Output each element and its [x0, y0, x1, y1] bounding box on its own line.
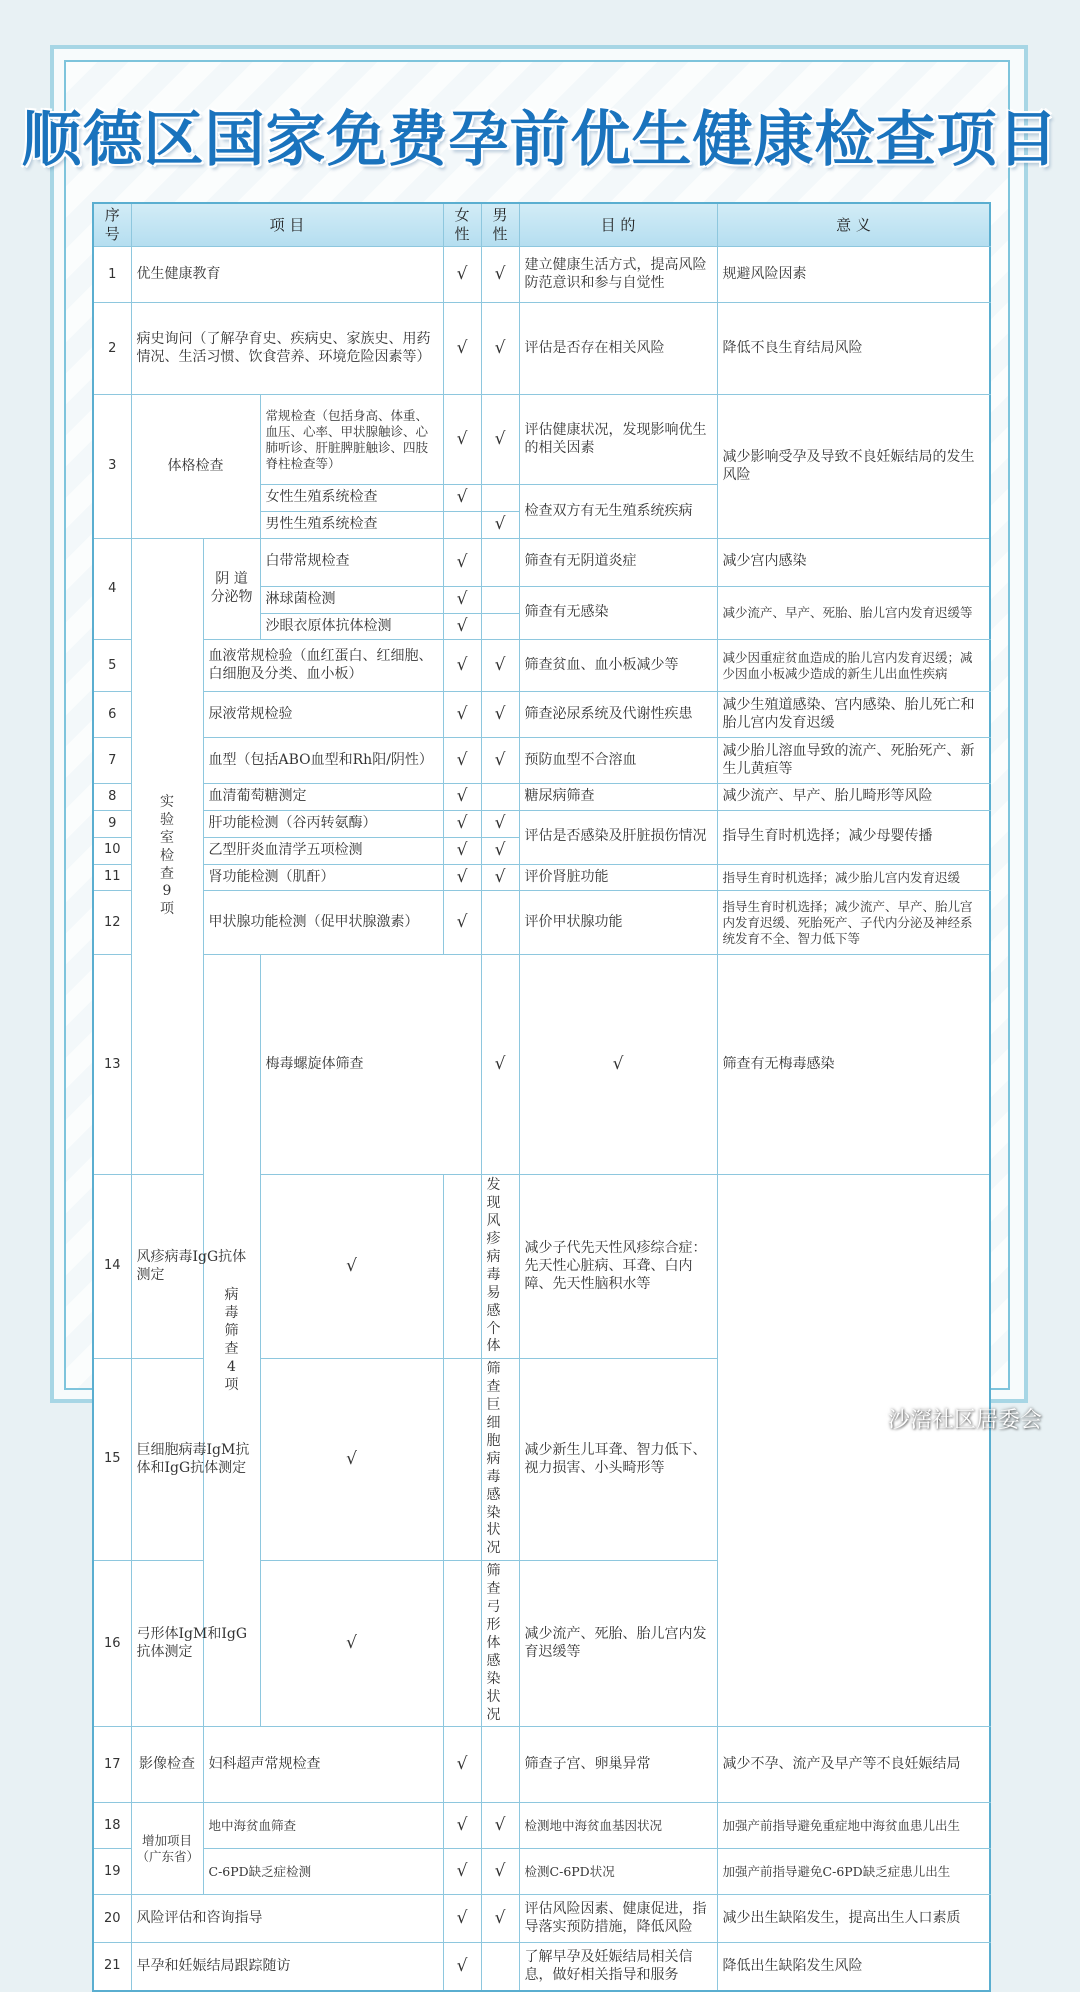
- male-check: √: [481, 512, 519, 539]
- row-purpose: 检测地中海贫血基因状况: [519, 1803, 717, 1849]
- female-check: √: [443, 247, 481, 303]
- row-item: 血型（包括ABO血型和Rh阳/阴性）: [203, 738, 443, 784]
- row-number: 14: [93, 1175, 131, 1359]
- row-number: 1: [93, 247, 131, 303]
- male-check-empty: [481, 891, 519, 955]
- row-number: 18: [93, 1803, 131, 1849]
- row-meaning: 指导生育时机选择；减少母婴传播: [717, 811, 990, 865]
- group-physical: 体格检查: [131, 395, 260, 539]
- table-row: [93, 784, 990, 811]
- male-check: √: [481, 1803, 519, 1849]
- row-item: 血清葡萄糖测定: [203, 784, 443, 811]
- row-meaning: 指导生育时机选择；减少流产、早产、胎儿宫内发育迟缓、死胎死产、子代内分泌及神经系统发育不全、智力低下等: [717, 891, 990, 955]
- table-row: [93, 538, 990, 586]
- table-row: [93, 864, 990, 891]
- exam-table: [92, 202, 991, 1992]
- female-check: √: [443, 1849, 481, 1895]
- male-check: √: [481, 247, 519, 303]
- group-lab-char: 实: [160, 793, 174, 810]
- male-check-empty: [481, 1943, 519, 1991]
- wechat-icon: [850, 1407, 880, 1429]
- female-check: √: [443, 1895, 481, 1943]
- male-check: √: [481, 640, 519, 692]
- row-meaning: 降低不良生育结局风险: [717, 303, 990, 395]
- row-number: 20: [93, 1895, 131, 1943]
- row-meaning: 减少流产、死胎、胎儿宫内发育迟缓等: [519, 1561, 717, 1727]
- row-item: 优生健康教育: [131, 247, 443, 303]
- group-virus-char: 毒: [224, 1305, 239, 1322]
- male-check-empty: [443, 1359, 481, 1561]
- row-number: 7: [93, 738, 131, 784]
- female-check: √: [443, 837, 481, 864]
- group-vaginal: 阴 道 分泌物: [203, 538, 260, 640]
- row-meaning: 加强产前指导避免重症地中海贫血患儿出生: [717, 1803, 990, 1849]
- row-meaning: 降低出生缺陷发生风险: [717, 1943, 990, 1991]
- row-purpose: 评价肾脏功能: [519, 864, 717, 891]
- table-row: [93, 1561, 990, 1727]
- row-item: 梅毒螺旋体筛查: [260, 955, 481, 1175]
- row-meaning: 减少胎儿溶血导致的流产、死胎死产、新生儿黄疸等: [717, 738, 990, 784]
- table-row: [93, 738, 990, 784]
- row-item: 巨细胞病毒IgM抗体和IgG抗体测定: [131, 1359, 260, 1561]
- watermark-text: 沙滘社区居委会: [887, 1407, 1042, 1433]
- female-check: √: [443, 613, 481, 640]
- row-purpose: 糖尿病筛查: [519, 784, 717, 811]
- female-check-empty: [443, 512, 481, 539]
- row-meaning: 减少流产、早产、胎儿畸形等风险: [717, 784, 990, 811]
- female-check: √: [443, 640, 481, 692]
- male-check-empty: [443, 1561, 481, 1727]
- female-check: √: [443, 811, 481, 838]
- row-meaning: 减少子代先天性风疹综合症：先天性心脏病、耳聋、白内障、先天性脑积水等: [519, 1175, 717, 1359]
- row-item: 女性生殖系统检查: [260, 485, 443, 512]
- male-check: √: [481, 303, 519, 395]
- male-check-empty: [443, 1175, 481, 1359]
- table-row: [93, 811, 990, 838]
- group-extra: [131, 1803, 203, 1895]
- group-virus-char: 病: [224, 1287, 239, 1304]
- female-check: √: [443, 1943, 481, 1991]
- group-lab-char: 检: [160, 847, 174, 864]
- row-purpose: 筛查有无梅毒感染: [717, 955, 990, 1175]
- male-check-empty: [481, 586, 519, 613]
- row-purpose: 预防血型不合溶血: [519, 738, 717, 784]
- row-purpose: 筛查巨细胞病毒感染状况: [481, 1359, 519, 1561]
- male-check-empty: [481, 784, 519, 811]
- table-row: [93, 247, 990, 303]
- row-item: 血液常规检验（血红蛋白、红细胞、白细胞及分类、血小板）: [203, 640, 443, 692]
- female-check: √: [443, 692, 481, 738]
- group-lab-char: 查: [160, 865, 174, 882]
- header-female: 女性: [443, 203, 481, 247]
- row-item: 病史询问（了解孕育史、疾病史、家族史、用药情况、生活习惯、饮食营养、环境危险因素等）: [131, 303, 443, 395]
- male-check: √: [481, 1895, 519, 1943]
- row-meaning: 减少流产、早产、死胎、胎儿宫内发育迟缓等: [717, 586, 990, 640]
- table-header: [93, 203, 990, 247]
- row-meaning: 规避风险因素: [717, 247, 990, 303]
- row-item: 男性生殖系统检查: [260, 512, 443, 539]
- row-number: 4: [93, 538, 131, 640]
- female-check: √: [481, 955, 519, 1175]
- row-number: 17: [93, 1727, 131, 1803]
- row-meaning: 减少宫内感染: [717, 538, 990, 586]
- row-meaning: 加强产前指导避免C-6PD缺乏症患儿出生: [717, 1849, 990, 1895]
- male-check-empty: [481, 613, 519, 640]
- female-check: √: [443, 891, 481, 955]
- row-item: 白带常规检查: [260, 538, 443, 586]
- row-meaning: 指导生育时机选择；减少胎儿宫内发育迟缓: [717, 864, 990, 891]
- row-purpose: 了解早孕及妊娠结局相关信息，做好相关指导和服务: [519, 1943, 717, 1991]
- row-number: 6: [93, 692, 131, 738]
- row-number: 16: [93, 1561, 131, 1727]
- row-number: 12: [93, 891, 131, 955]
- group-virus-char: 4: [227, 1358, 236, 1375]
- table-row: [93, 692, 990, 738]
- female-check: √: [443, 1727, 481, 1803]
- table-row: [93, 1803, 990, 1849]
- male-check: √: [481, 837, 519, 864]
- female-check: √: [260, 1175, 443, 1359]
- group-extra-sub: （广东省）: [136, 1848, 200, 1864]
- table-row: [93, 1727, 990, 1803]
- female-check: √: [443, 1803, 481, 1849]
- page-title: 顺德区国家免费孕前优生健康检查项目: [21, 105, 1059, 175]
- header-seq: 序号: [93, 203, 131, 247]
- group-imaging: 影像检查: [131, 1727, 203, 1803]
- group-lab-char: 9: [162, 883, 172, 900]
- row-meaning: 减少因重症贫血造成的胎儿宫内发育迟缓；减少因血小板减少造成的新生儿出血性疾病: [717, 640, 990, 692]
- row-number: 5: [93, 640, 131, 692]
- table-row: [93, 1943, 990, 1991]
- row-item: 风险评估和咨询指导: [131, 1895, 443, 1943]
- male-check: √: [481, 1849, 519, 1895]
- row-item: 常规检查（包括身高、体重、血压、心率、甲状腺触诊、心肺听诊、肝脏脾脏触诊、四肢脊柱检查等）: [260, 395, 443, 485]
- table-row: [93, 1849, 990, 1895]
- row-meaning: 减少不孕、流产及早产等不良妊娠结局: [717, 1727, 990, 1803]
- table-row: [93, 955, 990, 1175]
- group-virus-char: 查: [224, 1340, 239, 1357]
- row-number: 21: [93, 1943, 131, 1991]
- row-purpose: 发现风疹病毒易感个体: [481, 1175, 519, 1359]
- male-check-empty: [481, 538, 519, 586]
- row-item: 弓形体IgM和IgG抗体测定: [131, 1561, 260, 1727]
- row-purpose: 评价甲状腺功能: [519, 891, 717, 955]
- male-check: √: [481, 864, 519, 891]
- row-purpose: 筛查子宫、卵巢异常: [519, 1727, 717, 1803]
- group-lab: [131, 538, 203, 1174]
- female-check: √: [260, 1359, 443, 1561]
- female-check: √: [443, 395, 481, 485]
- male-check: √: [519, 955, 717, 1175]
- row-item: 甲状腺功能检测（促甲状腺激素）: [203, 891, 443, 955]
- female-check: √: [443, 784, 481, 811]
- row-purpose: 筛查泌尿系统及代谢性疾患: [519, 692, 717, 738]
- male-check: √: [481, 811, 519, 838]
- row-item: 风疹病毒IgG抗体测定: [131, 1175, 260, 1359]
- row-number: 13: [93, 955, 131, 1175]
- header-item: 项 目: [131, 203, 443, 247]
- table-row: [93, 1895, 990, 1943]
- row-purpose: 检测C-6PD状况: [519, 1849, 717, 1895]
- male-check: √: [481, 692, 519, 738]
- male-check: √: [481, 395, 519, 485]
- row-purpose: 筛查弓形体感染状况: [481, 1561, 519, 1727]
- row-meaning: 减少新生儿耳聋、智力低下、视力损害、小头畸形等: [519, 1359, 717, 1561]
- row-purpose: 评估健康状况，发现影响优生的相关因素: [519, 395, 717, 485]
- row-number: 10: [93, 837, 131, 864]
- row-item: 沙眼衣原体抗体检测: [260, 613, 443, 640]
- group-virus-char: 筛: [224, 1323, 239, 1339]
- row-item: C-6PD缺乏症检测: [203, 1849, 443, 1895]
- row-item: 淋球菌检测: [260, 586, 443, 613]
- table-row: [93, 395, 990, 485]
- row-purpose: 筛查有无阴道炎症: [519, 538, 717, 586]
- row-number: 11: [93, 864, 131, 891]
- row-purpose: 筛查有无感染: [519, 586, 717, 640]
- group-lab-char: 项: [160, 901, 174, 918]
- row-number: 15: [93, 1359, 131, 1561]
- female-check: √: [260, 1561, 443, 1727]
- row-item: 乙型肝炎血清学五项检测: [203, 837, 443, 864]
- row-meaning: 减少生殖道感染、宫内感染、胎儿死亡和胎儿宫内发育迟缓: [717, 692, 990, 738]
- row-item: 妇科超声常规检查: [203, 1727, 443, 1803]
- group-lab-char: 验: [160, 811, 174, 828]
- watermark: [850, 1400, 1042, 1436]
- male-check-empty: [481, 1727, 519, 1803]
- row-purpose: 评估是否存在相关风险: [519, 303, 717, 395]
- row-purpose: 建立健康生活方式，提高风险防范意识和参与自觉性: [519, 247, 717, 303]
- row-item: 肾功能检测（肌酐）: [203, 864, 443, 891]
- row-item: 早孕和妊娠结局跟踪随访: [131, 1943, 443, 1991]
- female-check: √: [443, 864, 481, 891]
- row-item: 尿液常规检验: [203, 692, 443, 738]
- group-extra-label: 增加项目: [141, 1832, 192, 1848]
- table-row: [93, 303, 990, 395]
- female-check: √: [443, 738, 481, 784]
- row-number: 19: [93, 1849, 131, 1895]
- row-number: 9: [93, 811, 131, 838]
- row-meaning: 减少影响受孕及导致不良妊娠结局的发生风险: [717, 395, 990, 539]
- row-purpose: 筛查贫血、血小板减少等: [519, 640, 717, 692]
- row-number: 8: [93, 784, 131, 811]
- row-purpose: 检查双方有无生殖系统疾病: [519, 485, 717, 539]
- female-check: √: [443, 538, 481, 586]
- male-check: √: [481, 738, 519, 784]
- header-male: 男性: [481, 203, 519, 247]
- row-purpose: 评估风险因素、健康促进，指导落实预防措施，降低风险: [519, 1895, 717, 1943]
- row-purpose: 评估是否感染及肝脏损伤情况: [519, 811, 717, 865]
- female-check: √: [443, 485, 481, 512]
- row-meaning: 减少出生缺陷发生，提高出生人口素质: [717, 1895, 990, 1943]
- table-row: [93, 640, 990, 692]
- row-item: 肝功能检测（谷丙转氨酶）: [203, 811, 443, 838]
- header-meaning: 意 义: [717, 203, 990, 247]
- row-number: 3: [93, 395, 131, 539]
- group-lab-char: 室: [160, 829, 174, 846]
- female-check: √: [443, 303, 481, 395]
- row-number: 2: [93, 303, 131, 395]
- male-check-empty: [481, 485, 519, 512]
- female-check: √: [443, 586, 481, 613]
- group-virus-char: 项: [224, 1376, 239, 1393]
- row-item: 地中海贫血筛查: [203, 1803, 443, 1849]
- header-purpose: 目 的: [519, 203, 717, 247]
- table-row: [93, 891, 990, 955]
